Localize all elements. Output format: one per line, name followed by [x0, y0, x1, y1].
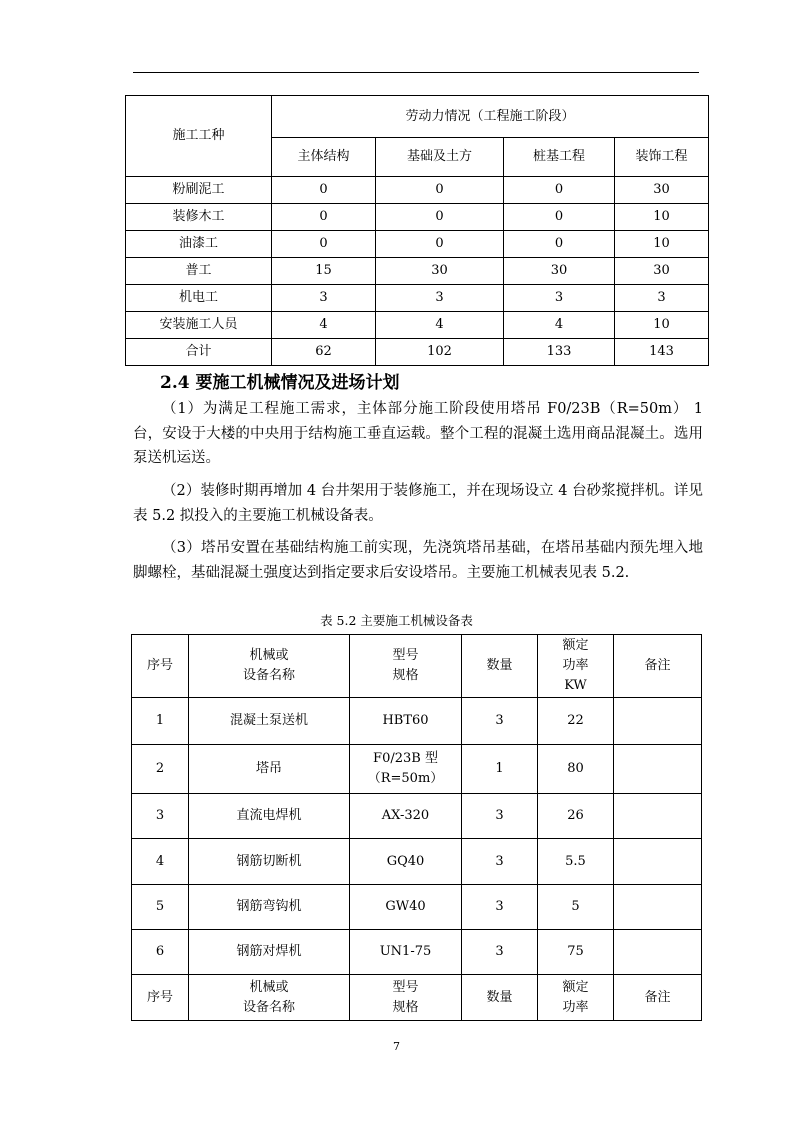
- value-cell: 0: [376, 204, 504, 231]
- footer-power-line2: 功率: [562, 999, 589, 1015]
- qty-cell: 3: [462, 794, 538, 839]
- header-power-line2: 功率: [562, 658, 589, 673]
- name-cell: 钢筋切断机: [189, 839, 350, 885]
- table-row: [126, 339, 709, 366]
- value-cell: 62: [272, 339, 376, 366]
- table-header-row: [132, 635, 702, 698]
- value-cell: 133: [504, 339, 615, 366]
- power-cell: 75: [538, 930, 614, 975]
- value-cell: 3: [615, 285, 709, 312]
- remark-cell: [614, 930, 702, 975]
- table-row: [126, 231, 709, 258]
- remark-cell: [614, 698, 702, 745]
- value-cell: 3: [272, 285, 376, 312]
- power-cell: 22: [538, 698, 614, 745]
- header-name-line2: 设备名称: [242, 668, 295, 683]
- value-cell: 4: [272, 312, 376, 339]
- table-row: [126, 177, 709, 204]
- footer-power: [538, 975, 614, 1021]
- value-cell: 4: [376, 312, 504, 339]
- value-cell: 0: [504, 231, 615, 258]
- table-row: [126, 285, 709, 312]
- value-cell: 0: [376, 177, 504, 204]
- phase-header: 基础及土方: [376, 138, 504, 177]
- no-cell: 6: [132, 930, 189, 975]
- power-cell: 5: [538, 885, 614, 930]
- value-cell: 0: [504, 177, 615, 204]
- table-caption: 表 5.2 主要施工机械设备表: [320, 613, 473, 628]
- model-cell: HBT60: [350, 698, 462, 745]
- name-cell: 直流电焊机: [189, 794, 350, 839]
- footer-power-line1: 额定: [562, 979, 589, 995]
- labor-group-header: 劳动力情况（工程施工阶段）: [272, 96, 709, 138]
- trade-cell: 装修木工: [126, 204, 272, 231]
- value-cell: 15: [272, 258, 376, 285]
- header-name-line1: 机械或: [249, 648, 289, 663]
- footer-name-line1: 机械或: [249, 979, 289, 995]
- trade-cell: 安装施工人员: [126, 312, 272, 339]
- table-row: [132, 839, 702, 885]
- table-row: [126, 258, 709, 285]
- footer-qty: 数量: [462, 975, 538, 1021]
- header-power-line1: 额定: [562, 638, 589, 653]
- paragraph-2: （2）装修时期再增加 4 台井架用于装修施工，并在现场设立 4 台砂浆搅拌机。详见表 5.2 拟投入的主要施工机械设备表。: [133, 483, 703, 524]
- qty-cell: 3: [462, 839, 538, 885]
- header-no: 序号: [132, 635, 189, 698]
- remark-cell: [614, 794, 702, 839]
- model-cell: GW40: [350, 885, 462, 930]
- footer-name-line2: 设备名称: [242, 999, 295, 1015]
- phase-header: 主体结构: [272, 138, 376, 177]
- table-row: [132, 698, 702, 745]
- qty-cell: 3: [462, 930, 538, 975]
- value-cell: 3: [504, 285, 615, 312]
- paragraph-3: （3）塔吊安置在基础结构施工前实现，先浇筑塔吊基础，在塔吊基础内预先埋入地脚螺栓，基础混凝土强度达到指定要求后安设塔吊。主要施工机械表见表 5.2.: [133, 540, 703, 581]
- section-heading: 2.4 要施工机械情况及进场计划: [160, 373, 400, 393]
- trade-cell: 合计: [126, 339, 272, 366]
- no-cell: 1: [132, 698, 189, 745]
- model-line2: （R=50m）: [367, 771, 444, 786]
- value-cell: 0: [504, 204, 615, 231]
- value-cell: 10: [615, 204, 709, 231]
- value-cell: 10: [615, 312, 709, 339]
- footer-name: [189, 975, 350, 1021]
- value-cell: 30: [615, 258, 709, 285]
- remark-cell: [614, 745, 702, 794]
- name-cell: 塔吊: [189, 745, 350, 794]
- machinery-table: [131, 634, 702, 1021]
- header-rule: [133, 72, 699, 73]
- name-cell: 钢筋对焊机: [189, 930, 350, 975]
- value-cell: 30: [504, 258, 615, 285]
- remark-cell: [614, 839, 702, 885]
- footer-model: [350, 975, 462, 1021]
- header-model-line2: 规格: [392, 668, 419, 683]
- footer-model-line1: 型号: [392, 979, 419, 995]
- phase-header: 装饰工程: [615, 138, 709, 177]
- trade-cell: 普工: [126, 258, 272, 285]
- value-cell: 3: [376, 285, 504, 312]
- header-power: [538, 635, 614, 698]
- page-number: 7: [393, 1040, 400, 1053]
- phase-header: 桩基工程: [504, 138, 615, 177]
- no-cell: 4: [132, 839, 189, 885]
- power-cell: 26: [538, 794, 614, 839]
- qty-cell: 1: [462, 745, 538, 794]
- model-line1: F0/23B 型: [373, 751, 438, 766]
- no-cell: 5: [132, 885, 189, 930]
- value-cell: 30: [376, 258, 504, 285]
- header-remark: 备注: [614, 635, 702, 698]
- table-row: [132, 885, 702, 930]
- value-cell: 102: [376, 339, 504, 366]
- header-model: [350, 635, 462, 698]
- value-cell: 0: [272, 231, 376, 258]
- trade-cell: 油漆工: [126, 231, 272, 258]
- no-cell: 3: [132, 794, 189, 839]
- model-cell: UN1-75: [350, 930, 462, 975]
- footer-remark: 备注: [614, 975, 702, 1021]
- labor-table: [125, 95, 709, 366]
- remark-cell: [614, 885, 702, 930]
- table-footer-row: [132, 975, 702, 1021]
- power-cell: 80: [538, 745, 614, 794]
- header-qty: 数量: [462, 635, 538, 698]
- table-row: [132, 794, 702, 839]
- value-cell: 0: [376, 231, 504, 258]
- table-row: [126, 312, 709, 339]
- value-cell: 4: [504, 312, 615, 339]
- trade-cell: 机电工: [126, 285, 272, 312]
- name-cell: 钢筋弯钩机: [189, 885, 350, 930]
- paragraph-1: （1）为满足工程施工需求，主体部分施工阶段使用塔吊 F0/23B（R=50m） 1 台，安设于大楼的中央用于结构施工垂直运载。整个工程的混凝土选用商品混凝土。选用泵送机运送。: [133, 401, 703, 466]
- table-row: [132, 930, 702, 975]
- value-cell: 0: [272, 177, 376, 204]
- table-row: [132, 745, 702, 794]
- footer-model-line2: 规格: [392, 999, 419, 1015]
- trade-cell: 粉刷泥工: [126, 177, 272, 204]
- labor-row-header: 施工工种: [126, 96, 272, 177]
- table-row: [126, 204, 709, 231]
- value-cell: 0: [272, 204, 376, 231]
- power-cell: 5.5: [538, 839, 614, 885]
- model-cell: GQ40: [350, 839, 462, 885]
- value-cell: 30: [615, 177, 709, 204]
- qty-cell: 3: [462, 698, 538, 745]
- header-model-line1: 型号: [392, 648, 419, 663]
- no-cell: 2: [132, 745, 189, 794]
- qty-cell: 3: [462, 885, 538, 930]
- value-cell: 143: [615, 339, 709, 366]
- header-power-line3: KW: [564, 678, 587, 693]
- header-name: [189, 635, 350, 698]
- footer-no: 序号: [132, 975, 189, 1021]
- value-cell: 10: [615, 231, 709, 258]
- model-cell: [350, 745, 462, 794]
- name-cell: 混凝土泵送机: [189, 698, 350, 745]
- model-cell: AX-320: [350, 794, 462, 839]
